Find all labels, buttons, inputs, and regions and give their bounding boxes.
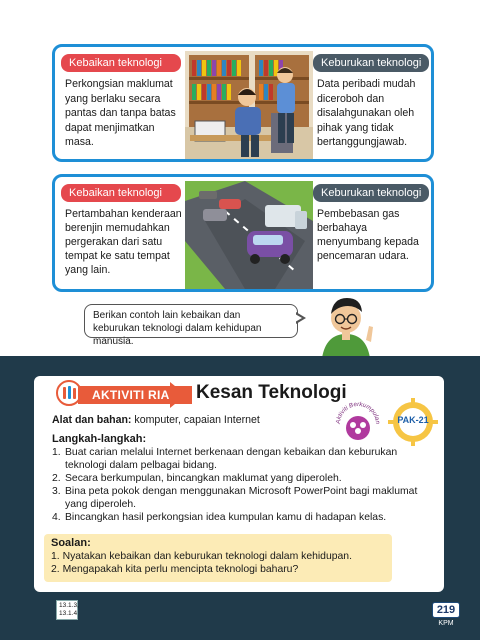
advantage-column — [61, 53, 183, 150]
disadvantage-text: Data peribadi mudah diceroboh dan disalahgunakan oleh pihak yang tidak bertanggungjawab. — [317, 78, 416, 148]
list-item: 2. Mengapakah kita perlu mencipta teknologi baharu? — [51, 564, 299, 575]
materials-label: Alat dan bahan: — [52, 414, 132, 426]
advantage-text: Pertambahan kenderaan berenjin memudahkan pergerakan dari satu tempat ke satu tempat yang lain. — [65, 208, 182, 276]
teacher-character-illustration — [312, 290, 380, 358]
info-card-sharing — [52, 44, 434, 162]
list-item: 4. Bincangkan hasil perkongsian idea kumpulan kamu di hadapan kelas. — [52, 512, 387, 523]
list-item: 1. Nyatakan kebaikan dan keburukan teknologi dalam kehidupan. — [51, 551, 352, 562]
activity-tag-arrow — [170, 382, 186, 408]
disadvantage-label: Keburukan teknologi — [313, 184, 429, 202]
page-number-value: 219 — [432, 602, 460, 618]
materials-line — [52, 414, 260, 426]
questions-heading: Soalan: — [51, 537, 91, 549]
steps-heading: Langkah-langkah: — [52, 433, 147, 445]
activity-title: Kesan Teknologi — [196, 382, 347, 403]
questions-box — [44, 534, 392, 582]
pak21-badge-text: PAK-21 — [397, 415, 429, 425]
disadvantage-column — [313, 183, 425, 263]
traffic-illustration — [185, 181, 313, 289]
speech-bubble-tail-inner — [295, 314, 302, 322]
list-item: 2. Secara berkumpulan, bincangkan maklumat yang diperoleh. — [52, 473, 342, 484]
advantage-label: Kebaikan teknologi — [61, 184, 181, 202]
group-activity-badge-icon — [334, 398, 382, 446]
speech-bubble: Berikan contoh lain kebaikan dan keburukan teknologi dalam kehidupan manusia. — [84, 304, 298, 338]
advantage-text: Perkongsian maklumat yang berlaku secara pantas dan tanpa batas dapat menjimatkan masa. — [65, 78, 176, 148]
disadvantage-label: Keburukan teknologi — [313, 54, 429, 72]
list-item: 1. Buat carian melalui Internet berkenaan dengan kebaikan dan keburukan teknologi dalam pelbagai bidang. — [52, 447, 398, 471]
advantage-column — [61, 183, 183, 277]
disadvantage-column — [313, 53, 425, 150]
info-card-vehicles — [52, 174, 434, 292]
group-activity-badge-text: Aktiviti Berkumpulan — [334, 400, 382, 425]
disadvantage-text: Pembebasan gas berbahaya menyumbang kepada pencemaran udara. — [317, 208, 419, 262]
publisher-label: KPM — [438, 620, 454, 627]
pak21-badge — [388, 398, 438, 446]
page-number — [430, 600, 462, 630]
steps-list — [52, 446, 422, 524]
library-computer-illustration — [185, 51, 313, 159]
materials-value: komputer, capaian Internet — [134, 414, 260, 426]
advantage-label: Kebaikan teknologi — [61, 54, 181, 72]
learning-standard-codes: 13.1.3, 13.1.4 — [56, 600, 78, 620]
list-item: 3. Bina peta pokok dengan menggunakan Microsoft PowerPoint bagi maklumat yang diperoleh. — [52, 486, 418, 510]
activity-tag: AKTIVITI RIA — [78, 386, 192, 404]
